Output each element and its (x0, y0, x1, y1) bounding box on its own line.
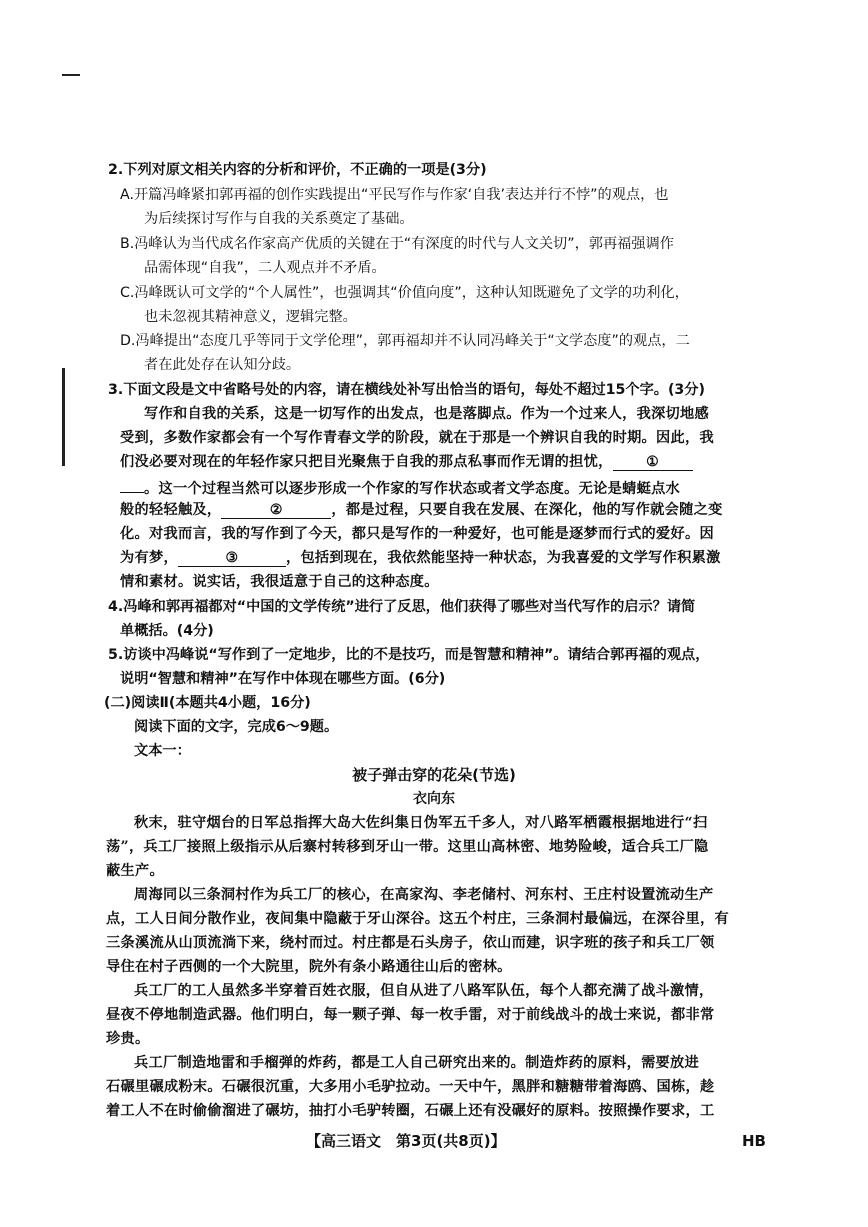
question-5-stem-cont: 说明“智慧和精神”在写作中体现在哪些方面。(6分) (120, 671, 446, 687)
article-line: 珍贵。 (106, 1031, 150, 1047)
paper-code: HB (742, 1132, 766, 1150)
question-2-option-a: A.开篇冯峰紧扣郭再福的创作实践提出“平民写作与作家‘自我’表达并行不悖”的观点，也 (120, 187, 669, 203)
passage-text: 们没必要对现在的年轻作家只把目光聚焦于自我的那点私事而作无谓的担忧， (120, 454, 613, 470)
question-3-passage-line: 受到，多数作家都会有一个写作青春文学的阶段，就在于那是一个辨识自我的时期。因此，我 (120, 430, 714, 446)
article-line: 点，工人日间分散作业，夜间集中隐蔽于牙山深谷。这五个村庄，三条洞村最偏远，在深谷里，有 (106, 911, 729, 927)
article-line: 荡”，兵工厂接照上级指示从后寨村转移到牙山一带。这里山高林密、地势险峻，适合兵工厂隐 (106, 839, 709, 855)
article-line: 三条溪流从山顶流淌下来，绕村而过。村庄都是石头房子，依山而建，识字班的孩子和兵工厂领 (106, 935, 715, 951)
page-footer: 【高三语文 第3页(共8页)】 (306, 1132, 506, 1150)
article-author: 衣向东 (413, 791, 455, 807)
question-4-stem: 4.冯峰和郭再福都对“中国的文学传统”进行了反思，他们获得了哪些对当代写作的启示？请简 (108, 599, 696, 615)
question-3-passage-line: 写作和自我的关系，这是一切写作的出发点，也是落脚点。作为一个过来人，我深切地感 (144, 406, 710, 422)
question-3-passage-line (120, 452, 693, 472)
question-2-option-d-cont: 者在此处存在认知分歧。 (144, 357, 301, 373)
question-2-option-c-cont: 也未忽视其精神意义，逻辑完整。 (144, 309, 357, 325)
article-line: 兵工厂制造地雷和手榴弹的炸药，都是工人自己研究出来的。制造炸药的原料，需要放进 (134, 1055, 700, 1071)
question-2-option-d: D.冯峰提出“态度几乎等同于文学伦理”，郭再福却并不认同冯峰关于“文学态度”的观点，二 (120, 333, 690, 349)
question-2-option-c: C.冯峰既认可文学的“个人属性”，也强调其“价值向度”，这种认知既避免了文学的功利化， (120, 285, 689, 301)
article-line: 兵工厂的工人虽然多半穿着百姓衣服，但自从进了八路军队伍，每个人都充满了战斗激情， (134, 983, 714, 999)
question-2-stem: 2.下列对原文相关内容的分析和评价，不正确的一项是(3分) (108, 162, 487, 178)
answer-blank-1-cont[interactable] (120, 476, 144, 493)
question-3-passage-line (120, 476, 680, 499)
passage-text: 般的轻轻触及， (120, 502, 222, 518)
article-line: 昼夜不停地制造武器。他们明白，每一颗子弹、每一枚手雷，对于前线战斗的战士来说，都非常 (106, 1007, 715, 1023)
article-line: 导住在村子西侧的一个大院里，院外有条小路通往山后的密林。 (106, 959, 512, 975)
question-2-option-b-cont: 品需体现“自我”，二人观点并不矛盾。 (144, 260, 386, 276)
passage-text: 。这一个过程当然可以逐步形成一个作家的写作状态或者文学态度。无论是蜻蜓点水 (144, 481, 681, 497)
article-line: 秋末，驻守烟台的日军总指挥大岛大佐纠集日伪军五千多人，对八路军栖霞根据地进行“扫 (134, 815, 708, 831)
article-line: 石碾里碾成粉末。石碾很沉重，大多用小毛驴拉动。一天中午，黑胖和糖糖带着海鸥、国栋，趁 (106, 1079, 715, 1095)
article-line: 周海同以三条洞村作为兵工厂的核心，在高家沟、李老储村、河东村、王庄村设置流动生产 (134, 887, 714, 903)
article-line: 着工人不在时偷偷溜进了碾坊，抽打小毛驴转圈，石碾上还有没碾好的原料。按照操作要求，工 (106, 1103, 715, 1119)
question-3-passage-line: 情和素材。说实话，我很适意于自己的这种态度。 (120, 574, 439, 590)
question-4-stem-cont: 单概括。(4分) (120, 623, 214, 639)
passage-text: ，都是过程，只要自我在发展、在深化，他的写作就会随之变 (331, 502, 723, 518)
question-2-option-b: B.冯峰认为当代成名作家高产优质的关键在于“有深度的时代与人文关切”，郭再福强调作 (120, 236, 674, 252)
article-title: 被子弹击穿的花朵(节选) (352, 766, 516, 784)
question-3-passage-line: 化。对我而言，我的写作到了今天，都只是写作的一种爱好，也可能是逐梦而行式的爱好。因 (120, 526, 714, 542)
answer-blank-3[interactable]: ③ (178, 550, 286, 567)
article-line: 蔽生产。 (106, 863, 164, 879)
question-5-stem: 5.访谈中冯峰说“写作到了一定地步，比的不是技巧，而是智慧和精神”。请结合郭再福的观点， (108, 647, 710, 663)
question-2-option-a-cont: 为后续探讨写作与自我的关系奠定了基础。 (144, 211, 414, 227)
passage-text: 为有梦， (120, 550, 178, 566)
answer-blank-2[interactable]: ② (221, 502, 331, 519)
answer-blank-1[interactable]: ① (613, 454, 693, 471)
section-instruction: 阅读下面的文字，完成6～9题。 (134, 719, 339, 735)
passage-text: ，包括到现在，我依然能坚持一种状态，为我喜爱的文学写作积累激 (285, 550, 721, 566)
question-3-stem: 3.下面文段是文中省略号处的内容，请在横线处补写出恰当的语句，每处不超过15个字。(3分) (108, 382, 705, 398)
question-3-passage-line (120, 548, 721, 568)
text-one-label: 文本一： (134, 743, 191, 759)
question-3-passage-line (120, 500, 723, 520)
section-header: (二)阅读Ⅱ(本题共4小题，16分) (104, 695, 311, 711)
